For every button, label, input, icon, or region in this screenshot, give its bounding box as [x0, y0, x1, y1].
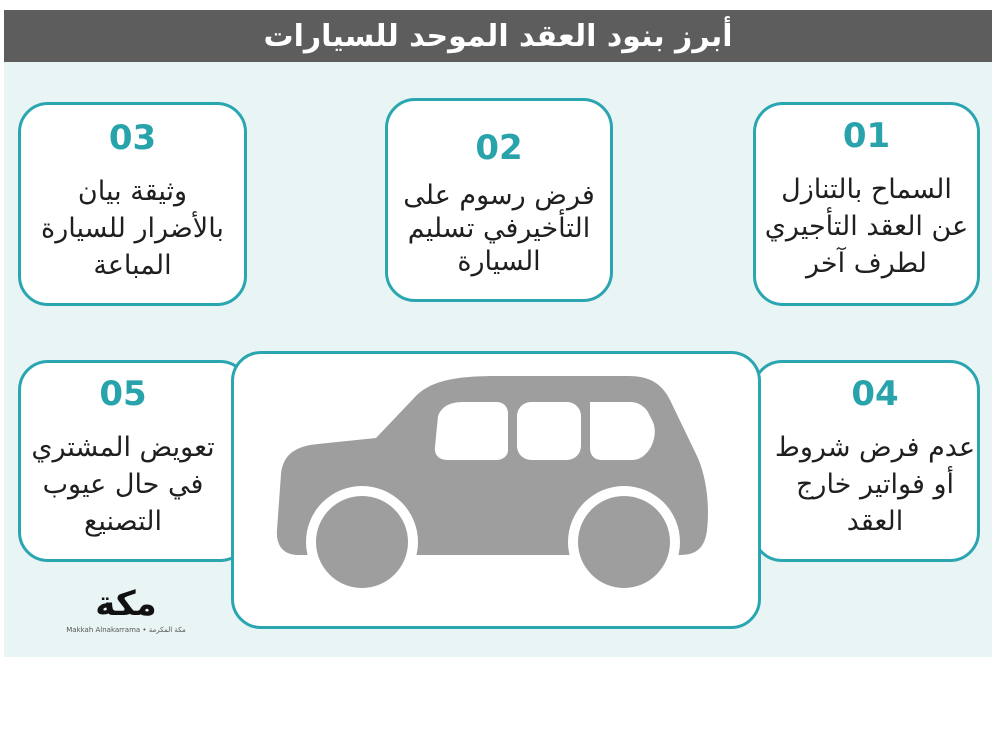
clause-text: تعويض المشتري في حال عيوب التصنيع [31, 432, 215, 537]
logo-wordmark: مكة [95, 584, 157, 624]
clause-text: عدم فرض شروط أو فواتير خارج العقد [774, 432, 976, 537]
clause-card-03 [18, 102, 247, 306]
clause-number: 02 [475, 128, 523, 168]
clause-number: 01 [842, 116, 891, 156]
car-illustration-card [231, 351, 761, 629]
clause-card-02 [385, 98, 613, 302]
car-icon [234, 354, 758, 626]
clause-number: 03 [108, 118, 157, 158]
clause-card-01 [753, 102, 980, 306]
clause-text: فرض رسوم على التأخيرفي تسليم السيارة [403, 180, 595, 277]
clause-number: 05 [99, 374, 147, 414]
clause-text: السماح بالتنازل عن العقد التأجيري لطرف آخر [764, 174, 969, 279]
page-title: أبرز بنود العقد الموحد للسيارات [263, 18, 733, 54]
clause-card-04 [752, 360, 980, 562]
newspaper-logo [66, 584, 186, 636]
page-title-bar [4, 10, 992, 62]
clause-card-05 [18, 360, 250, 562]
logo-subtitle: Makkah Alnakarrama • مكة المكرمة [66, 626, 186, 634]
clause-text: وثيقة بيان بالأضرار للسيارة المباعة [41, 176, 224, 281]
clause-number: 04 [851, 374, 899, 414]
